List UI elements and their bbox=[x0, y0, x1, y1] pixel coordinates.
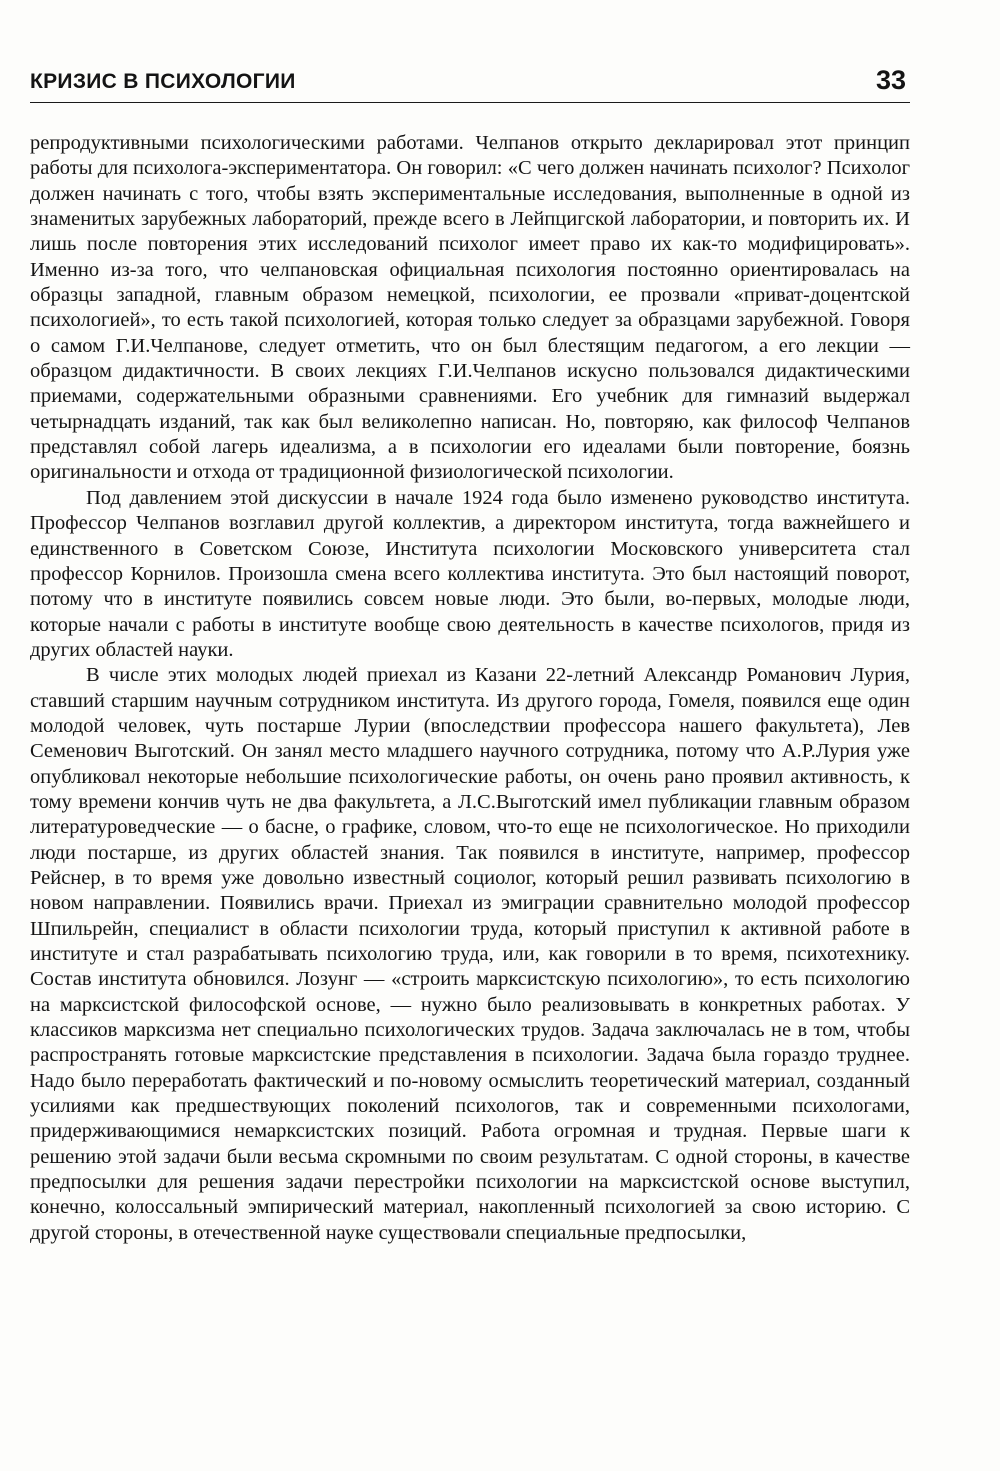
paragraph: В числе этих молодых людей приехал из Казани 22-летний Александр Романович Лурия, ставший старшим научным сотрудником института. Из другого города, Гомеля, появился еще один молодой человек, чуть постарше Лурии (впоследствии профессора нашего факультета), Лев Семенович Выготский. Он занял место младшего научного сотрудника, потому что А.Р.Лурия уже опубликовал некоторые небольшие психологические работы, он очень рано проявил активность, к тому времени кончив чуть не два факультета, а Л.С.Выготский имел публикации главным образом литературоведческие — о басне, о графике, словом, что-то еще не психологическое. Но приходили люди постарше, из других областей знания. Так появился в институте, например, профессор Рейснер, в то время уже довольно известный социолог, который решил развивать психологию в новом направлении. Появились врачи. Приехал из эмиграции сравнительно молодой профессор Шпильрейн, специалист в области психологии труда, который приступил к активной работе в институте и стал разрабатывать психологию труда, или, как говорили в то время, психотехнику. Состав института обновился. Лозунг — «строить марксистскую психологию», то есть психологию на марксистской философской основе, — нужно было реализовывать в конкретных работах. У классиков марксизма нет специально психологических трудов. Задача заключалась не в том, чтобы распространять готовые марксистские представления в психологии. Задача была гораздо труднее. Надо было переработать фактический и по-новому осмыслить теоретический материал, созданный усилиями как предшествующих поколений психологов, так и современными психологами, придерживающимися немарксистских позиций. Работа огромная и трудная. Первые шаги к решению этой задачи были весьма скромными по своим результатам. С одной стороны, в качестве предпосылки для решения задачи перестройки психологии на марксистской основе выступил, конечно, колоссальный эмпирический материал, накопленный психологией за свою историю. С другой стороны, в отечественной науке существовали специальные предпосылки, bbox=[30, 664, 910, 1244]
page-number: 33 bbox=[875, 65, 906, 95]
paragraph: Под давлением этой дискуссии в начале 1924 года было изменено руководство института. Профессор Челпанов возглавил другой коллектив, а директором института, тогда важнейшего и единственного в Советском Союзе, Института психологии Московского университета стал профессор Корнилов. Произошла смена всего коллектива института. Это был настоящий поворот, потому что в институте появились совсем новые люди. Это были, во-первых, молодые люди, которые начали с работы в институте вообще свою деятельность в качестве психологов, придя из других областей науки. bbox=[30, 486, 910, 661]
paragraph-continued: репродуктивными психологическими работами. Челпанов открыто декларировал этот принцип работы для психолога-экспериментатора. Он говорил: «С чего должен начинать психолог? Психолог должен начинать с того, чтобы взять экспериментальные исследования, выполненные в одной из знаменитых зарубежных лабораторий, прежде всего в Лейпцигской лаборатории, и повторить их. И лишь после повторения этих исследований психолог имеет право их как-то модифицировать». Именно из-за того, что челпановская официальная психология постоянно ориентировалась на образцы западной, главным образом немецкой, психологии, ее прозвали «приват-доцентской психологией», то есть такой психологией, которая только следует за образцами зарубежной. Говоря о самом Г.И.Челпанове, следует отметить, что он был блестящим педагогом, а его лекции — образцом дидактичности. В своих лекциях Г.И.Челпанов искусно пользовался дидактическими приемами, содержательными образными сравнениями. Его учебник для гимназий выдержал четырнадцать изданий, так как был великолепно написан. Но, повторяю, как философ Челпанов представлял собой лагерь идеализма, а в психологии его идеалами были повторение, боязнь оригинальности и отхода от традиционной физиологической психологии. bbox=[30, 132, 910, 484]
chapter-title: КРИЗИС В ПСИХОЛОГИИ bbox=[30, 70, 296, 93]
running-header bbox=[30, 58, 910, 103]
body-text bbox=[30, 131, 910, 1246]
